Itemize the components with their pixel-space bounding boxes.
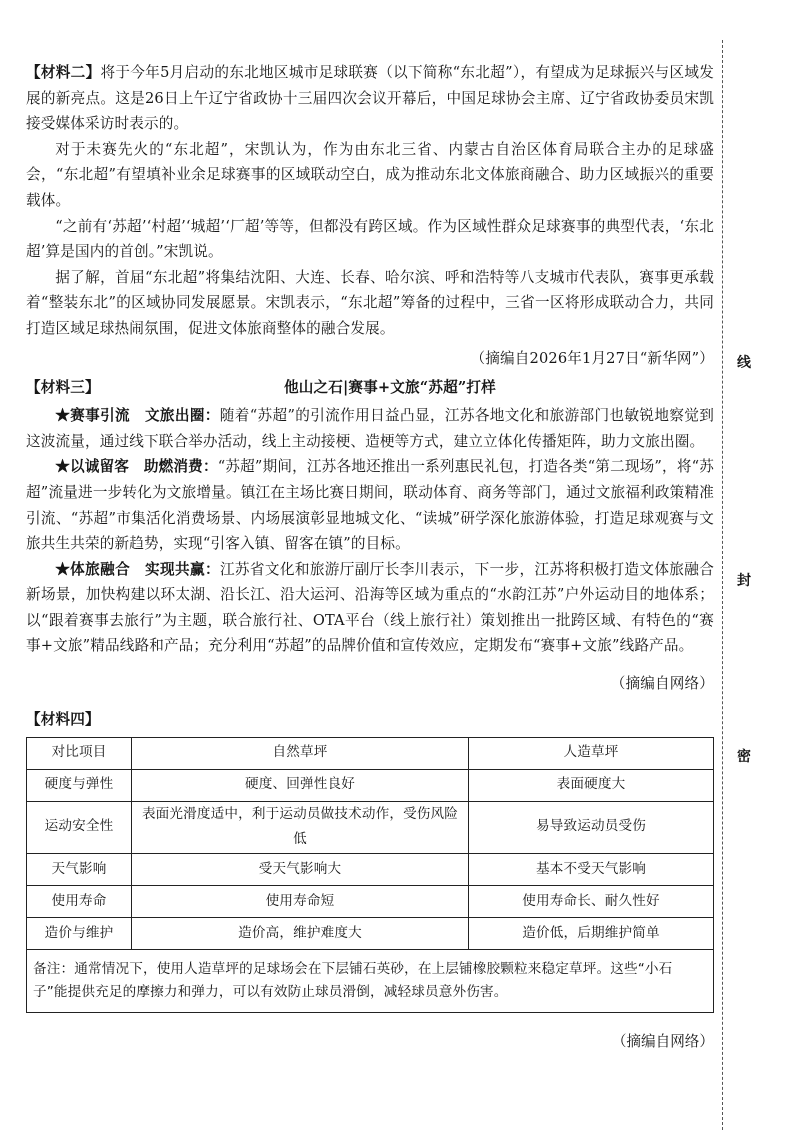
binding-line bbox=[722, 40, 763, 1130]
m3-s2-head: ★以诚留客 助燃消费： bbox=[55, 458, 218, 476]
m2-tag: 【材料二】 bbox=[26, 64, 101, 81]
binding-char-mi: 密 bbox=[737, 749, 751, 765]
table-cell: 运动安全性 bbox=[27, 801, 132, 853]
table-cell: 使用寿命 bbox=[27, 885, 132, 917]
table-cell: 使用寿命长、耐久性好 bbox=[469, 885, 714, 917]
m3-s3-head: ★体旅融合 实现共赢： bbox=[55, 560, 220, 578]
table-note: 备注：通常情况下，使用人造草坪的足球场会在下层铺石英砂，在上层铺橡胶颗粒来稳定草坪。这些“小石子”能提供充足的摩擦力和弹力，可以有效防止球员滑倒，减轻球员意外伤害。 bbox=[27, 949, 714, 1012]
m3-section-2 bbox=[26, 454, 714, 556]
table-cell: 造价与维护 bbox=[27, 917, 132, 949]
m2-paragraph-2: 对于未赛先火的“东北超”，宋凯认为，作为由东北三省、内蒙古自治区体育局联合主办的足球盛会，“东北超”有望填补业余足球赛事的区域联动空白，成为推动东北文体旅商融合、助力区域振兴的重要载体。 bbox=[26, 140, 714, 209]
table-row bbox=[27, 853, 714, 885]
m3-s1-text: 随着“苏超”的引流作用日益凸显，江苏各地文化和旅游部门也敏锐地察觉到这波流量，通过线下联合举办活动，线上主动接梗、造梗等方式，建立立体化传播矩阵，助力文旅出圈。 bbox=[26, 407, 715, 450]
m4-source: （摘编自网络） bbox=[611, 1033, 714, 1050]
binding-char-feng: 封 bbox=[737, 573, 751, 589]
table-note-row bbox=[27, 949, 714, 1012]
table-cell: 造价高，维护难度大 bbox=[132, 917, 469, 949]
table-header-row bbox=[27, 737, 714, 769]
document-body bbox=[26, 60, 714, 1013]
table-cell: 天气影响 bbox=[27, 853, 132, 885]
table-header-cell: 自然草坪 bbox=[132, 737, 469, 769]
table-cell: 表面光滑度适中，利于运动员做技术动作，受伤风险低 bbox=[132, 801, 469, 853]
m3-section-3 bbox=[26, 557, 714, 659]
m2-p1-text: 将于今年5月启动的东北地区城市足球联赛（以下简称“东北超”），有望成为足球振兴与区域发展的新亮点。这是26日上午辽宁省政协十三届四次会议开幕后，中国足球协会主席、辽宁省政协委员宋凯接受媒体采访时表示的。 bbox=[26, 64, 714, 133]
table-cell: 硬度、回弹性良好 bbox=[132, 769, 469, 801]
table-row bbox=[27, 885, 714, 917]
table-cell: 易导致运动员受伤 bbox=[469, 801, 714, 853]
table-cell: 表面硬度大 bbox=[469, 769, 714, 801]
m2-paragraph-1 bbox=[26, 60, 714, 137]
table-cell: 硬度与弹性 bbox=[27, 769, 132, 801]
binding-char-xian: 线 bbox=[737, 355, 751, 371]
table-header-cell: 对比项目 bbox=[27, 737, 132, 769]
m3-header bbox=[26, 375, 714, 403]
table-row bbox=[27, 801, 714, 853]
m3-source: （摘编自网络） bbox=[610, 675, 714, 693]
m3-tag: 【材料三】 bbox=[26, 379, 100, 397]
table-header-cell: 人造草坪 bbox=[469, 737, 714, 769]
table-cell: 基本不受天气影响 bbox=[469, 853, 714, 885]
m3-title: 他山之石|赛事+文旅“苏超”打样 bbox=[284, 379, 496, 397]
m4-tag: 【材料四】 bbox=[26, 710, 100, 728]
comparison-table bbox=[26, 737, 714, 1013]
table-row bbox=[27, 917, 714, 949]
m2-paragraph-3: “之前有‘苏超’‘村超’‘城超’‘厂超’等等，但都没有跨区域。作为区域性群众足球赛事的典型代表，‘东北超’算是国内的首创。”宋凯说。 bbox=[26, 217, 714, 261]
table-cell: 使用寿命短 bbox=[132, 885, 469, 917]
table-row bbox=[27, 769, 714, 801]
m2-paragraph-4: 据了解，首届“东北超”将集结沈阳、大连、长春、哈尔滨、呼和浩特等八支城市代表队，赛事更承载着“整装东北”的区域协同发展愿景。宋凯表示，“东北超”筹备的过程中，三省一区将形成联动合力，共同打造区域足球热闹氛围，促进文体旅商整体的融合发展。 bbox=[26, 268, 714, 337]
m3-section-1 bbox=[26, 403, 714, 454]
m2-source: （摘编自2026年1月27日“新华网”） bbox=[470, 349, 714, 367]
m3-s3-text: 江苏省文化和旅游厅副厅长李川表示，下一步，江苏将积极打造文体旅融合新场景，加快构建以环太湖、沿长江、沿大运河、沿海等区域为重点的“水韵江苏”户外运动目的地体系；以“跟着赛事去旅行”为主题，联合旅行社、OTA平台（线上旅行社）策划推出一批跨区域、有特色的“赛事+文旅”精品线路和产品；充分利用“苏超”的品牌价值和宣传效应，定期发布“赛事+文旅”线路产品。 bbox=[26, 560, 714, 655]
table-cell: 受天气影响大 bbox=[132, 853, 469, 885]
m3-s2-text: “苏超”期间，江苏各地还推出一系列惠民礼包，打造各类“第二现场”，将“苏超”流量进一步转化为文旅增量。镇江在主场比赛日期间，联动体育、商务等部门，通过文旅福利政策精准引流、“苏超”市集活化消费场景、内场展演彰显地城文化、“读城”研学深化旅游体验，打造足球观赛与文旅共生共荣的新趋势，实现“引客入镇、留客在镇”的目标。 bbox=[26, 458, 714, 553]
table-cell: 造价低，后期维护简单 bbox=[469, 917, 714, 949]
m3-s1-head: ★赛事引流 文旅出圈： bbox=[55, 407, 220, 425]
